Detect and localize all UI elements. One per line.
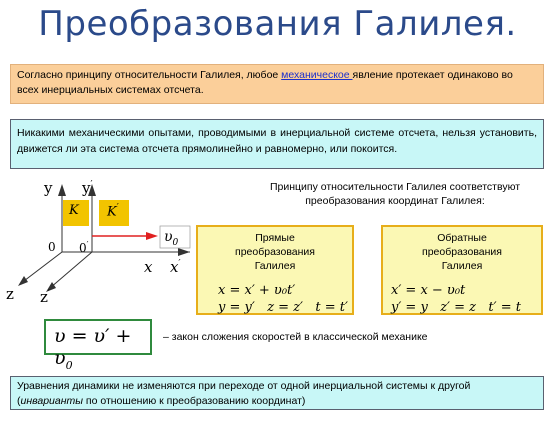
origin-prime-label: 0′	[79, 240, 89, 255]
x-label: x	[144, 258, 153, 276]
z-axis-arrowhead	[18, 276, 28, 286]
page-title: Преобразования Галилея.	[38, 4, 517, 44]
z-prime-label: z′	[40, 288, 50, 306]
origin-label: 0	[48, 240, 56, 254]
z-label: z	[6, 285, 14, 303]
direct-transform-box	[196, 225, 354, 315]
z-axis	[20, 252, 62, 284]
direct-formula-2: y = y′ z = z′ t = t′	[218, 300, 348, 315]
inverse-heading: Обратные преобразования Галилея	[422, 232, 502, 272]
dynamics-line-2: (инварианты по отношению к преобразованию координат)	[17, 395, 306, 407]
velocity-label: $\upsilon_0$	[164, 229, 179, 248]
frame-k-prime-label: K′	[107, 203, 119, 220]
y-label: y	[44, 179, 53, 197]
frame-k-label: K	[69, 203, 79, 218]
inverse-formula-1: x′ = x − υ₀t	[391, 283, 466, 298]
coordinate-diagram	[0, 178, 200, 318]
x-prime-label: x′	[170, 258, 181, 276]
velocity-addition-formula: $\upsilon = \upsilon' + \upsilon_0$	[44, 319, 152, 355]
direct-formula-1: x = x′ + υ₀t′	[218, 283, 296, 298]
intro-box	[10, 64, 544, 104]
intro-text-pre: Согласно принципу относительности Галилея, любое	[17, 69, 282, 81]
z-prime-axis	[50, 252, 92, 288]
direct-heading: Прямые преобразования Галилея	[235, 232, 315, 272]
y-prime-label: y′	[82, 179, 93, 197]
x-prime-axis-arrowhead	[178, 248, 190, 256]
dynamics-box	[10, 376, 544, 410]
transform-caption: Принципу относительности Галилея соответствуют преобразования координат Галилея:	[269, 181, 521, 207]
intro-text-post: явление протекает одинаково во всех инерциальных системах отсчета.	[17, 69, 513, 96]
velocity-arrowhead	[146, 232, 158, 240]
mechanical-link[interactable]: механическое	[281, 69, 353, 81]
relativity-statement: Никакими механическими опытами, проводимыми в инерциальной системе отсчета, нельзя установить, движется ли эта система отсчета прямолинейно и равномерно, или покоится.	[10, 119, 544, 169]
velocity-addition-text: – закон сложения скоростей в классической механике	[163, 331, 428, 343]
y-axis-arrowhead	[58, 184, 66, 196]
inverse-transform-box	[381, 225, 543, 315]
dynamics-line-1: Уравнения динамики не изменяются при переходе от одной инерциальной системы к другой	[17, 380, 471, 392]
inverse-formula-2: y′ = y z′ = z t′ = t	[391, 300, 521, 315]
